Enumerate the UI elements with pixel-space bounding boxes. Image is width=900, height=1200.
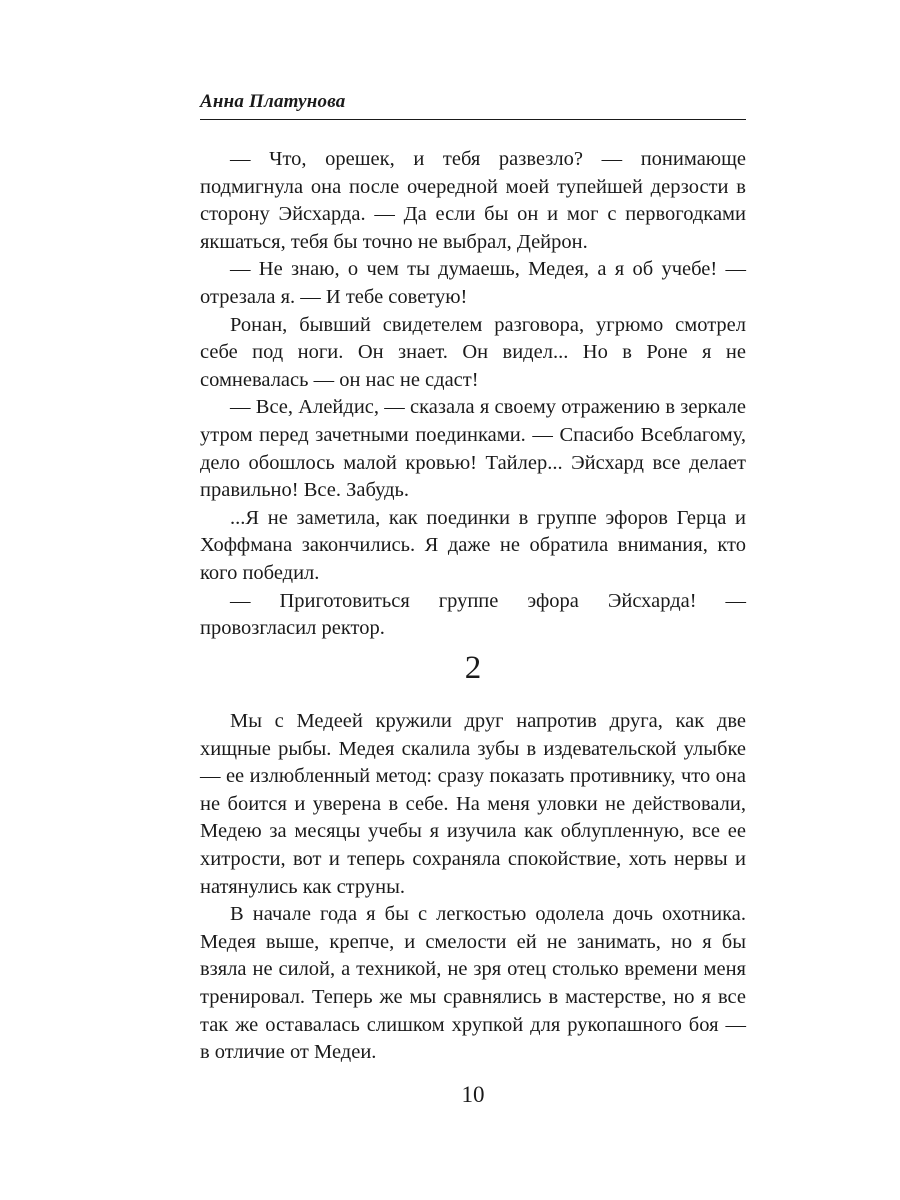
text-section-1 — [200, 146, 746, 643]
paragraph: — Что, орешек, и тебя развезло? — понимающе подмигнула она после очередной моей тупейшей дерзости в сторону Эйсхарда. — Да если бы он и мог с первогодками якшаться, тебя бы точно не выбрал, Дейрон. — [200, 148, 746, 253]
paragraph: В начале года я бы с легкостью одолела дочь охотника. Медея выше, крепче, и смелости ей не занимать, но я бы взяла не силой, а техникой, не зря отец столько времени меня тренировал. Теперь же мы сравнялись в мастерстве, но я все так же оставалась слишком хрупкой для рукопашного боя — в отличие от Медеи. — [200, 903, 746, 1064]
paragraph: — Все, Алейдис, — сказала я своему отражению в зеркале утром перед зачетными поединками. — Спасибо Всеблагому, дело обошлось малой кровью! Тайлер... Эйсхард все делает правильно! Все. Забудь. — [200, 396, 746, 502]
running-head-author: Анна Платунова — [200, 91, 346, 112]
paragraph: Мы с Медеей кружили друг напротив друга, как две хищные рыбы. Медея скалила зубы в издевательской улыбке — ее излюбленный метод: сразу показать противнику, что она не боится и уверена в себе. На меня уловки не действовали, Медею за месяцы учебы я изучила как облупленную, все ее хитрости, вот и теперь сохраняла спокойствие, хоть нервы и натянулись как струны. — [200, 710, 746, 898]
paragraph: — Не знаю, о чем ты думаешь, Медея, а я об учебе! — отрезала я. — И тебе советую! — [200, 258, 746, 308]
paragraph: — Приготовиться группе эфора Эйсхарда! — провозгласил ректор. — [200, 589, 746, 640]
header-rule — [200, 119, 746, 120]
text-section-2 — [200, 708, 746, 1067]
paragraph: Ронан, бывший свидетелем разговора, угрюмо смотрел себе под ноги. Он знает. Он видел... Но в Роне я не сомневалась — он нас не сдаст! — [200, 313, 746, 391]
page-number: 10 — [461, 1082, 485, 1107]
chapter-number: 2 — [464, 650, 482, 686]
paragraph: ...Я не заметила, как поединки в группе эфоров Герца и Хоффмана закончились. Я даже не обратила внимания, кто кого победил. — [200, 506, 746, 584]
